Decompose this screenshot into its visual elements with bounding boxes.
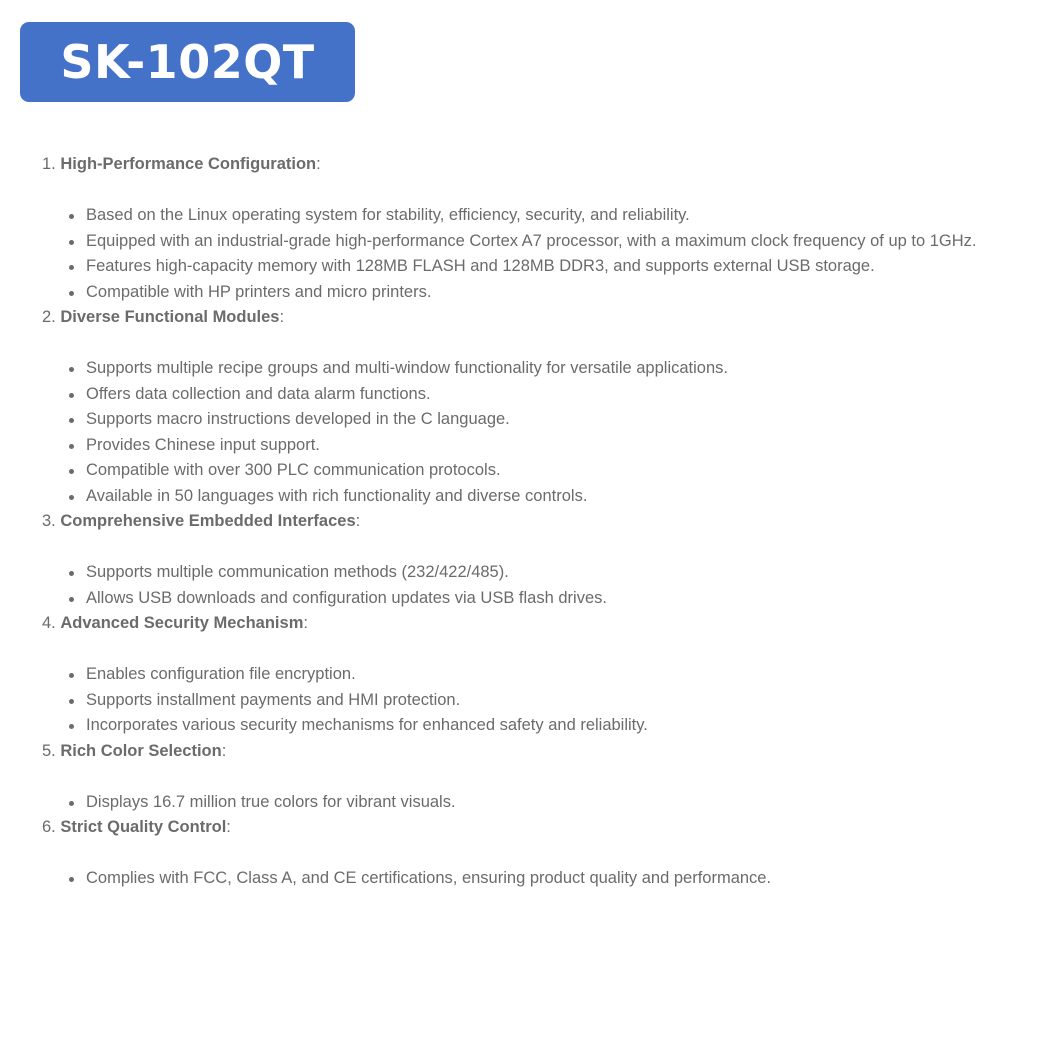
bullet-item: Supports installment payments and HMI protection. [42, 688, 1032, 714]
section-heading [42, 509, 1032, 535]
bullet-item: Compatible with HP printers and micro printers. [42, 280, 1032, 306]
bullet-item: Supports macro instructions developed in the C language. [42, 407, 1032, 433]
bullet-item: Incorporates various security mechanisms for enhanced safety and reliability. [42, 713, 1032, 739]
section-heading [42, 815, 1032, 841]
bullet-item: Complies with FCC, Class A, and CE certifications, ensuring product quality and performance. [42, 866, 1032, 892]
bullet-item: Features high-capacity memory with 128MB FLASH and 128MB DDR3, and supports external USB storage. [42, 254, 1032, 280]
section-colon: : [221, 741, 227, 760]
feature-section [42, 305, 1032, 509]
section-title: High-Performance Configuration [60, 155, 317, 173]
section-number: 1. [42, 155, 56, 173]
section-heading [42, 305, 1032, 331]
bullet-list [42, 535, 1032, 612]
bullet-item: Provides Chinese input support. [42, 433, 1032, 459]
bullet-item: Offers data collection and data alarm functions. [42, 382, 1032, 408]
section-colon: : [355, 512, 361, 530]
feature-section [42, 152, 1032, 305]
bullet-item: Supports multiple communication methods (232/422/485). [42, 560, 1032, 586]
section-number: 3. [42, 512, 56, 530]
section-number: 5. [42, 741, 56, 760]
bullet-item: Equipped with an industrial-grade high-performance Cortex A7 processor, with a maximum clock frequency of up to 1GHz. [42, 229, 1032, 255]
section-colon: : [279, 308, 285, 326]
section-colon: : [316, 155, 321, 173]
bullet-list [42, 178, 1032, 306]
section-heading [42, 152, 1032, 178]
bullet-list [42, 637, 1032, 739]
bullet-item: Allows USB downloads and configuration updates via USB flash drives. [42, 586, 1032, 612]
model-title-badge [20, 22, 355, 102]
section-number: 6. [42, 818, 56, 836]
section-number: 2. [42, 308, 56, 326]
section-title: Rich Color Selection [60, 741, 222, 760]
section-title: Strict Quality Control [60, 818, 227, 836]
section-number: 4. [42, 614, 56, 632]
bullet-item: Compatible with over 300 PLC communication protocols. [42, 458, 1032, 484]
feature-section [42, 509, 1032, 611]
section-title: Advanced Security Mechanism [60, 614, 304, 632]
feature-section [42, 815, 1032, 892]
bullet-item: Enables configuration file encryption. [42, 662, 1032, 688]
section-colon: : [226, 818, 231, 836]
bullet-item: Displays 16.7 million true colors for vibrant visuals. [42, 790, 1032, 816]
feature-list [42, 152, 1032, 892]
model-title: SK-102QT [60, 35, 315, 89]
feature-section [42, 611, 1032, 739]
section-heading [42, 739, 1032, 765]
feature-section [42, 739, 1032, 816]
bullet-item: Based on the Linux operating system for stability, efficiency, security, and reliability. [42, 203, 1032, 229]
bullet-list [42, 841, 1032, 892]
bullet-list [42, 764, 1032, 815]
section-heading [42, 611, 1032, 637]
section-colon: : [303, 614, 308, 632]
bullet-item: Available in 50 languages with rich functionality and diverse controls. [42, 484, 1032, 510]
bullet-item: Supports multiple recipe groups and multi-window functionality for versatile applications. [42, 356, 1032, 382]
bullet-list [42, 331, 1032, 510]
section-title: Diverse Functional Modules [60, 308, 280, 326]
section-title: Comprehensive Embedded Interfaces [60, 512, 356, 530]
